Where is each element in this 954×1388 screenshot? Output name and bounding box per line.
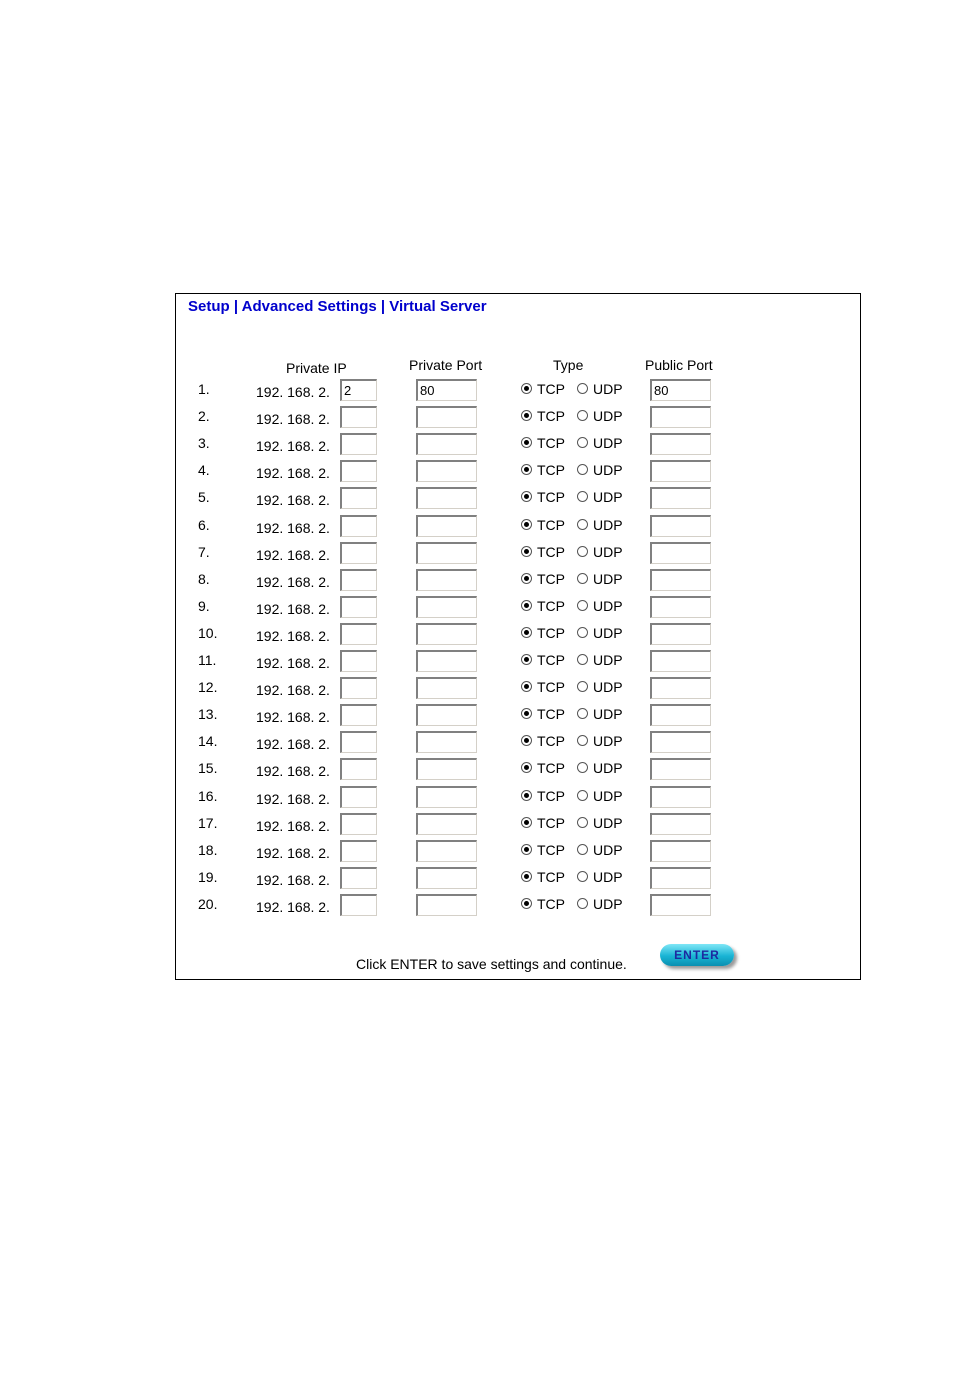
udp-radio[interactable] (577, 383, 588, 394)
private-ip-last-octet-input[interactable] (340, 704, 377, 726)
ip-prefix: 192. 168. 2. (256, 519, 330, 536)
udp-radio[interactable] (577, 654, 588, 665)
private-ip-last-octet-input[interactable] (340, 596, 377, 618)
private-ip-last-octet-input[interactable] (340, 650, 377, 672)
row-number: 14. (198, 733, 218, 750)
udp-radio[interactable] (577, 627, 588, 638)
private-port-input[interactable] (416, 840, 477, 862)
udp-radio[interactable] (577, 410, 588, 421)
tcp-label: TCP (537, 841, 565, 858)
private-port-input[interactable] (416, 650, 477, 672)
udp-radio[interactable] (577, 437, 588, 448)
udp-label: UDP (593, 814, 623, 831)
header-private-ip: Private IP (286, 360, 347, 376)
udp-label: UDP (593, 408, 623, 425)
tcp-radio[interactable] (521, 898, 532, 909)
private-ip-last-octet-input[interactable] (340, 840, 377, 862)
row-number: 2. (198, 408, 210, 425)
row-number: 11. (198, 652, 217, 668)
tcp-radio[interactable] (521, 735, 532, 746)
row-number: 10. (198, 624, 218, 641)
private-port-input[interactable] (416, 704, 477, 726)
tcp-label: TCP (537, 516, 565, 533)
save-instruction: Click ENTER to save settings and continue. (356, 956, 627, 972)
ip-prefix: 192. 168. 2. (256, 682, 330, 699)
udp-label: UDP (593, 570, 623, 587)
ip-prefix: 192. 168. 2. (256, 844, 330, 861)
private-port-input[interactable] (416, 623, 477, 645)
table-row (176, 406, 860, 433)
udp-label: UDP (593, 435, 623, 452)
table-row (176, 623, 860, 650)
table-row (176, 650, 860, 677)
public-port-input[interactable] (650, 569, 711, 591)
tcp-radio[interactable] (521, 383, 532, 394)
row-number: 15. (198, 760, 218, 777)
table-row (176, 731, 860, 758)
row-number: 18. (198, 841, 218, 858)
tcp-radio[interactable] (521, 817, 532, 828)
public-port-input[interactable] (650, 406, 711, 428)
table-row (176, 813, 860, 840)
table-row (176, 704, 860, 731)
private-port-input[interactable] (416, 786, 477, 808)
tcp-label: TCP (537, 597, 565, 614)
tcp-label: TCP (537, 652, 565, 668)
tcp-radio[interactable] (521, 437, 532, 448)
tcp-radio[interactable] (521, 654, 532, 665)
table-row (176, 542, 860, 569)
ip-prefix: 192. 168. 2. (256, 817, 330, 834)
enter-button[interactable]: ENTER (660, 944, 734, 966)
public-port-input[interactable] (650, 433, 711, 455)
public-port-input[interactable] (650, 623, 711, 645)
tcp-radio[interactable] (521, 790, 532, 801)
udp-label: UDP (593, 543, 623, 560)
udp-label: UDP (593, 462, 623, 479)
udp-radio[interactable] (577, 871, 588, 882)
public-port-input[interactable] (650, 487, 711, 509)
private-port-input[interactable] (416, 894, 477, 916)
udp-label: UDP (593, 787, 623, 804)
ip-prefix: 192. 168. 2. (256, 790, 330, 807)
udp-label: UDP (593, 841, 623, 858)
private-ip-last-octet-input[interactable] (340, 867, 377, 889)
table-row (176, 840, 860, 867)
table-row (176, 433, 860, 460)
udp-label: UDP (593, 679, 623, 696)
ip-prefix: 192. 168. 2. (256, 492, 330, 509)
ip-prefix: 192. 168. 2. (256, 763, 330, 780)
tcp-radio[interactable] (521, 600, 532, 611)
private-port-input[interactable] (416, 433, 477, 455)
row-number: 6. (198, 516, 210, 533)
public-port-input[interactable] (650, 894, 711, 916)
ip-prefix: 192. 168. 2. (256, 655, 330, 671)
private-port-input[interactable] (416, 596, 477, 618)
row-number: 13. (198, 706, 218, 723)
private-port-input[interactable] (416, 487, 477, 509)
private-ip-last-octet-input[interactable] (340, 460, 377, 482)
udp-radio[interactable] (577, 735, 588, 746)
breadcrumb (188, 298, 487, 315)
row-number: 4. (198, 462, 210, 479)
public-port-input[interactable] (650, 840, 711, 862)
private-port-input[interactable] (416, 758, 477, 780)
tcp-radio[interactable] (521, 546, 532, 557)
ip-prefix: 192. 168. 2. (256, 573, 330, 590)
private-port-input[interactable] (416, 677, 477, 699)
private-port-input[interactable] (416, 813, 477, 835)
ip-prefix: 192. 168. 2. (256, 384, 330, 400)
tcp-radio[interactable] (521, 410, 532, 421)
public-port-input[interactable] (650, 460, 711, 482)
tcp-label: TCP (537, 760, 565, 777)
tcp-label: TCP (537, 408, 565, 425)
tcp-label: TCP (537, 787, 565, 804)
private-ip-last-octet-input[interactable] (340, 813, 377, 835)
table-row (176, 460, 860, 487)
udp-label: UDP (593, 895, 623, 912)
row-number: 17. (198, 814, 218, 831)
ip-prefix: 192. 168. 2. (256, 709, 330, 726)
virtual-server-panel (175, 293, 861, 980)
row-number: 7. (198, 543, 210, 560)
udp-radio[interactable] (577, 546, 588, 557)
table-row (176, 786, 860, 813)
public-port-input[interactable] (650, 677, 711, 699)
udp-radio[interactable] (577, 844, 588, 855)
private-ip-last-octet-input[interactable] (340, 542, 377, 564)
udp-label: UDP (593, 516, 623, 533)
private-ip-last-octet-input[interactable] (340, 677, 377, 699)
ip-prefix: 192. 168. 2. (256, 736, 330, 753)
private-ip-last-octet-input[interactable] (340, 569, 377, 591)
private-port-input[interactable] (416, 515, 477, 537)
private-ip-last-octet-input[interactable] (340, 433, 377, 455)
row-number: 8. (198, 570, 210, 587)
tcp-label: TCP (537, 570, 565, 587)
private-ip-last-octet-input[interactable] (340, 515, 377, 537)
ip-prefix: 192. 168. 2. (256, 546, 330, 563)
tcp-radio[interactable] (521, 519, 532, 530)
tcp-radio[interactable] (521, 844, 532, 855)
table-row (176, 677, 860, 704)
udp-radio[interactable] (577, 573, 588, 584)
tcp-label: TCP (537, 462, 565, 479)
public-port-input[interactable] (650, 515, 711, 537)
private-ip-last-octet-input[interactable] (340, 487, 377, 509)
udp-radio[interactable] (577, 491, 588, 502)
udp-label: UDP (593, 624, 623, 641)
private-ip-last-octet-input[interactable] (340, 379, 377, 401)
table-row (176, 487, 860, 514)
row-number: 1. (198, 381, 210, 397)
table-row (176, 596, 860, 623)
tcp-radio[interactable] (521, 708, 532, 719)
row-number: 12. (198, 679, 218, 696)
breadcrumb-setup-link[interactable]: Setup (188, 298, 230, 315)
row-number: 19. (198, 868, 218, 885)
breadcrumb-separator: | (380, 298, 386, 315)
private-ip-last-octet-input[interactable] (340, 406, 377, 428)
tcp-radio[interactable] (521, 762, 532, 773)
udp-label: UDP (593, 489, 623, 506)
public-port-input[interactable] (650, 731, 711, 753)
udp-label: UDP (593, 652, 623, 668)
tcp-label: TCP (537, 435, 565, 452)
breadcrumb-advanced-settings-link[interactable]: Advanced Settings (241, 298, 377, 315)
udp-label: UDP (593, 381, 623, 397)
public-port-input[interactable] (650, 758, 711, 780)
table-row (176, 569, 860, 596)
udp-radio[interactable] (577, 790, 588, 801)
ip-prefix: 192. 168. 2. (256, 871, 330, 888)
row-number: 16. (198, 787, 218, 804)
ip-prefix: 192. 168. 2. (256, 438, 330, 455)
public-port-input[interactable] (650, 542, 711, 564)
tcp-label: TCP (537, 706, 565, 723)
tcp-label: TCP (537, 733, 565, 750)
ip-prefix: 192. 168. 2. (256, 600, 330, 617)
udp-label: UDP (593, 868, 623, 885)
header-private-port: Private Port (409, 357, 483, 373)
private-port-input[interactable] (416, 379, 477, 401)
table-row (176, 894, 860, 921)
udp-label: UDP (593, 733, 623, 750)
udp-radio[interactable] (577, 708, 588, 719)
tcp-radio[interactable] (521, 464, 532, 475)
header-public-port: Public Port (645, 357, 713, 373)
udp-radio[interactable] (577, 817, 588, 828)
private-port-input[interactable] (416, 406, 477, 428)
private-port-input[interactable] (416, 867, 477, 889)
private-ip-last-octet-input[interactable] (340, 786, 377, 808)
ip-prefix: 192. 168. 2. (256, 411, 330, 428)
tcp-radio[interactable] (521, 573, 532, 584)
private-port-input[interactable] (416, 569, 477, 591)
public-port-input[interactable] (650, 867, 711, 889)
table-row (176, 758, 860, 785)
udp-label: UDP (593, 706, 623, 723)
row-number: 3. (198, 435, 210, 452)
udp-label: UDP (593, 597, 623, 614)
public-port-input[interactable] (650, 786, 711, 808)
private-port-input[interactable] (416, 542, 477, 564)
udp-radio[interactable] (577, 519, 588, 530)
tcp-label: TCP (537, 679, 565, 696)
public-port-input[interactable] (650, 813, 711, 835)
tcp-label: TCP (537, 624, 565, 641)
private-ip-last-octet-input[interactable] (340, 731, 377, 753)
ip-prefix: 192. 168. 2. (256, 627, 330, 644)
public-port-input[interactable] (650, 596, 711, 618)
private-ip-last-octet-input[interactable] (340, 894, 377, 916)
udp-radio[interactable] (577, 898, 588, 909)
private-ip-last-octet-input[interactable] (340, 623, 377, 645)
private-port-input[interactable] (416, 731, 477, 753)
ip-prefix: 192. 168. 2. (256, 465, 330, 482)
table-row (176, 379, 860, 406)
tcp-radio[interactable] (521, 871, 532, 882)
tcp-label: TCP (537, 489, 565, 506)
udp-radio[interactable] (577, 762, 588, 773)
header-type: Type (553, 357, 584, 373)
tcp-radio[interactable] (521, 681, 532, 692)
tcp-radio[interactable] (521, 627, 532, 638)
public-port-input[interactable] (650, 379, 711, 401)
tcp-radio[interactable] (521, 491, 532, 502)
row-number: 20. (198, 895, 218, 912)
private-ip-last-octet-input[interactable] (340, 758, 377, 780)
udp-radio[interactable] (577, 600, 588, 611)
private-port-input[interactable] (416, 460, 477, 482)
table-row (176, 515, 860, 542)
row-number: 5. (198, 489, 210, 506)
tcp-label: TCP (537, 868, 565, 885)
breadcrumb-virtual-server-link[interactable]: Virtual Server (389, 298, 487, 315)
tcp-label: TCP (537, 895, 565, 912)
public-port-input[interactable] (650, 650, 711, 672)
tcp-label: TCP (537, 381, 565, 397)
row-number: 9. (198, 597, 210, 614)
breadcrumb-separator: | (233, 298, 239, 315)
udp-label: UDP (593, 760, 623, 777)
udp-radio[interactable] (577, 464, 588, 475)
ip-prefix: 192. 168. 2. (256, 898, 330, 915)
public-port-input[interactable] (650, 704, 711, 726)
tcp-label: TCP (537, 543, 565, 560)
table-row (176, 867, 860, 894)
udp-radio[interactable] (577, 681, 588, 692)
tcp-label: TCP (537, 814, 565, 831)
